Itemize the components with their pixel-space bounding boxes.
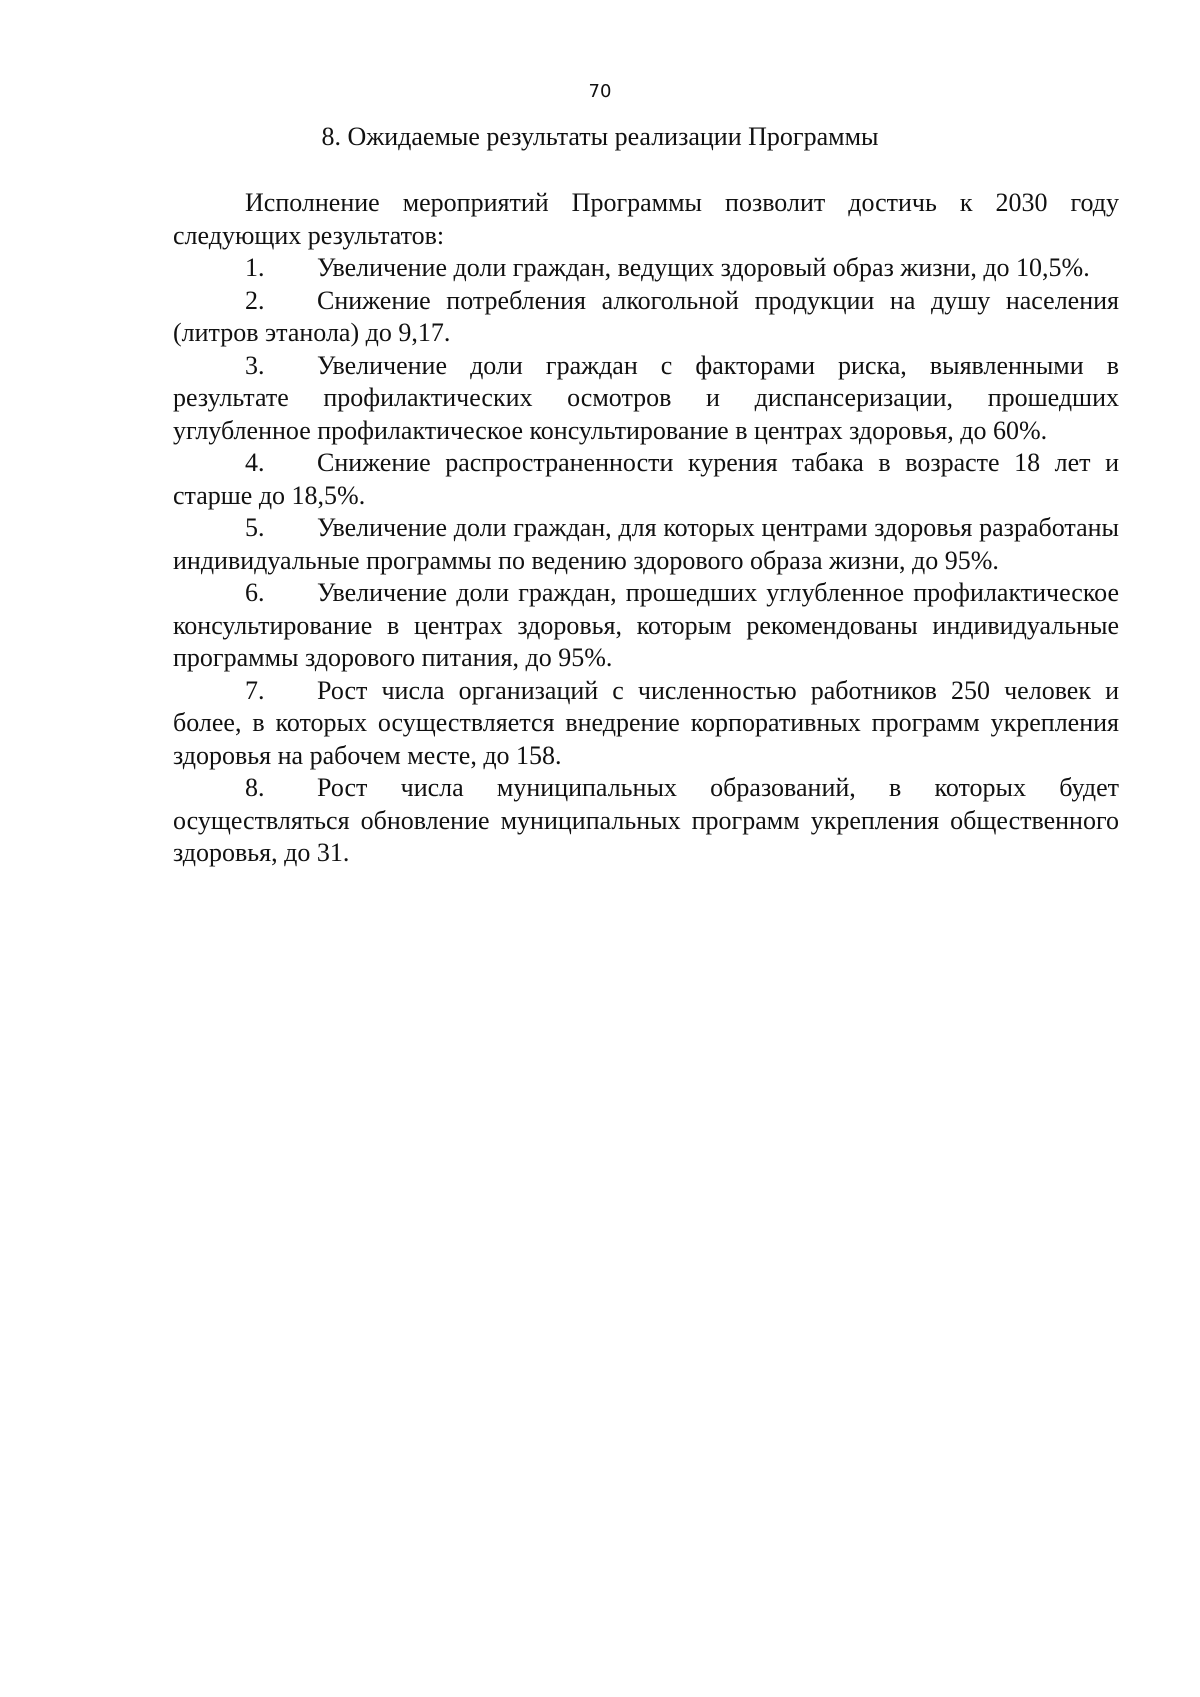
result-item-text: Снижение распространенности курения табака в возрасте 18 лет и старше до 18,5%. [173, 448, 1119, 510]
result-item-text: Увеличение доли граждан, ведущих здоровый образ жизни, до 10,5%. [317, 253, 1090, 282]
result-item-4 [173, 447, 1119, 512]
section-body [173, 187, 1119, 870]
result-item-8 [173, 772, 1119, 870]
result-item-text: Рост числа организаций с численностью работников 250 человек и более, в которых осуществляется внедрение корпоративных программ укрепления здоровья на рабочем месте, до 158. [173, 675, 1119, 770]
result-item-number: 3. [245, 350, 265, 380]
result-item-text: Увеличение доли граждан, прошедших углубленное профилактическое консультирование в центрах здоровья, которым рекомендованы индивидуальные программы здорового питания, до 95%. [173, 578, 1119, 672]
result-item-number: 8. [245, 773, 265, 802]
result-item-number: 2. [245, 285, 265, 315]
intro-paragraph: Исполнение мероприятий Программы позволит достичь к 2030 году следующих результатов: [173, 188, 1119, 250]
result-item-2 [173, 285, 1119, 350]
result-item-text: Увеличение доли граждан, для которых центрами здоровья разработаны индивидуальные программы по ведению здорового образа жизни, до 95%. [173, 513, 1119, 575]
result-item-text: Снижение потребления алкогольной продукции на душу населения (литров этанола) до 9,17. [173, 285, 1119, 347]
result-item-3 [173, 350, 1119, 448]
page-number: 70 [588, 81, 612, 102]
result-item-number: 5. [245, 513, 265, 542]
result-item-6 [173, 577, 1119, 675]
result-item-7 [173, 675, 1119, 773]
result-item-text: Увеличение доли граждан с факторами риска, выявленными в результате профилактических осмотров и диспансеризации, прошедших углубленное профилактическое консультирование в центрах здоровья, до 60%. [173, 350, 1119, 445]
result-item-number: 6. [245, 578, 265, 607]
result-item-number: 4. [245, 448, 265, 477]
result-item-text: Рост числа муниципальных образований, в которых будет осуществляться обновление муниципальных программ укрепления общественного здоровья, до 31. [173, 773, 1119, 867]
result-item-number: 1. [245, 253, 265, 282]
result-item-1 [173, 252, 1119, 285]
result-item-number: 7. [245, 675, 265, 705]
result-item-5 [173, 512, 1119, 577]
section-title: 8. Ожидаемые результаты реализации Программы [321, 122, 879, 151]
